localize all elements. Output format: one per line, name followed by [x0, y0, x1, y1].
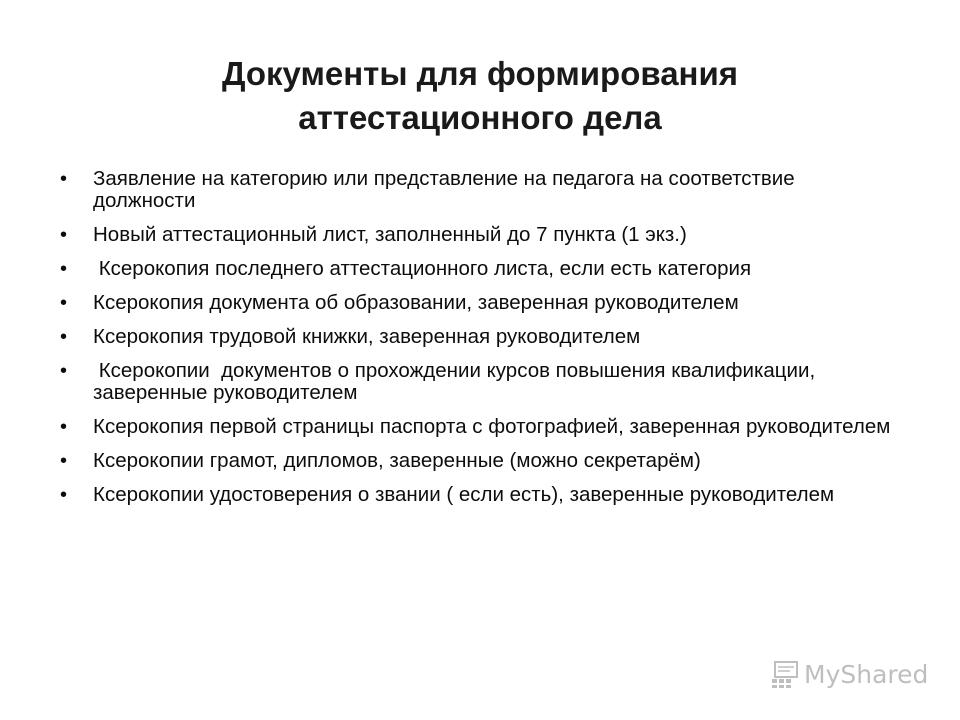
bullet-dot: •	[60, 360, 68, 382]
slide-title	[80, 52, 880, 140]
bullet-item	[60, 484, 900, 506]
bullet-dot: •	[60, 450, 68, 472]
bullet-dot: •	[60, 416, 68, 438]
watermark-text: MyShared	[804, 659, 929, 689]
bullet-text: Ксерокопия первой страницы паспорта с фотографией, заверенная руководителем	[93, 415, 891, 438]
bullet-dot: •	[60, 292, 68, 314]
bullet-dot: •	[60, 326, 68, 348]
bullet-item	[60, 168, 900, 212]
bullet-text: Ксерокопия трудовой книжки, заверенная руководителем	[93, 325, 641, 348]
bullet-dot: •	[60, 484, 68, 506]
bullet-item	[60, 416, 900, 438]
bullet-text: Новый аттестационный лист, заполненный до 7 пункта (1 экз.)	[93, 223, 687, 246]
slide-title-line-1: Документы для формирования	[221, 55, 739, 92]
bullet-text: Ксерокопии документов о прохождении курсов повышения квалификации, заверенные руководителем	[93, 359, 821, 404]
bullet-item	[60, 258, 900, 280]
classroom-board-icon	[770, 659, 800, 689]
slide-title-line-2: аттестационного дела	[298, 99, 662, 136]
bullet-text: Ксерокопии удостоверения о звании ( если есть), заверенные руководителем	[93, 483, 835, 506]
bullet-item	[60, 224, 900, 246]
bullet-text: Ксерокопии грамот, дипломов, заверенные (можно секретарём)	[93, 449, 701, 472]
bullet-dot: •	[60, 168, 68, 190]
bullet-dot: •	[60, 258, 68, 280]
bullet-text: Заявление на категорию или представление на педагога на соответствие должности	[93, 167, 795, 212]
bullet-list	[60, 168, 900, 518]
bullet-item	[60, 450, 900, 472]
bullet-item	[60, 360, 900, 404]
bullet-item	[60, 326, 900, 348]
bullet-text: Ксерокопия последнего аттестационного листа, если есть категория	[93, 257, 752, 280]
bullet-dot: •	[60, 224, 68, 246]
bullet-item	[60, 292, 900, 314]
bullet-text: Ксерокопия документа об образовании, заверенная руководителем	[93, 291, 739, 314]
myshared-watermark	[770, 654, 928, 694]
